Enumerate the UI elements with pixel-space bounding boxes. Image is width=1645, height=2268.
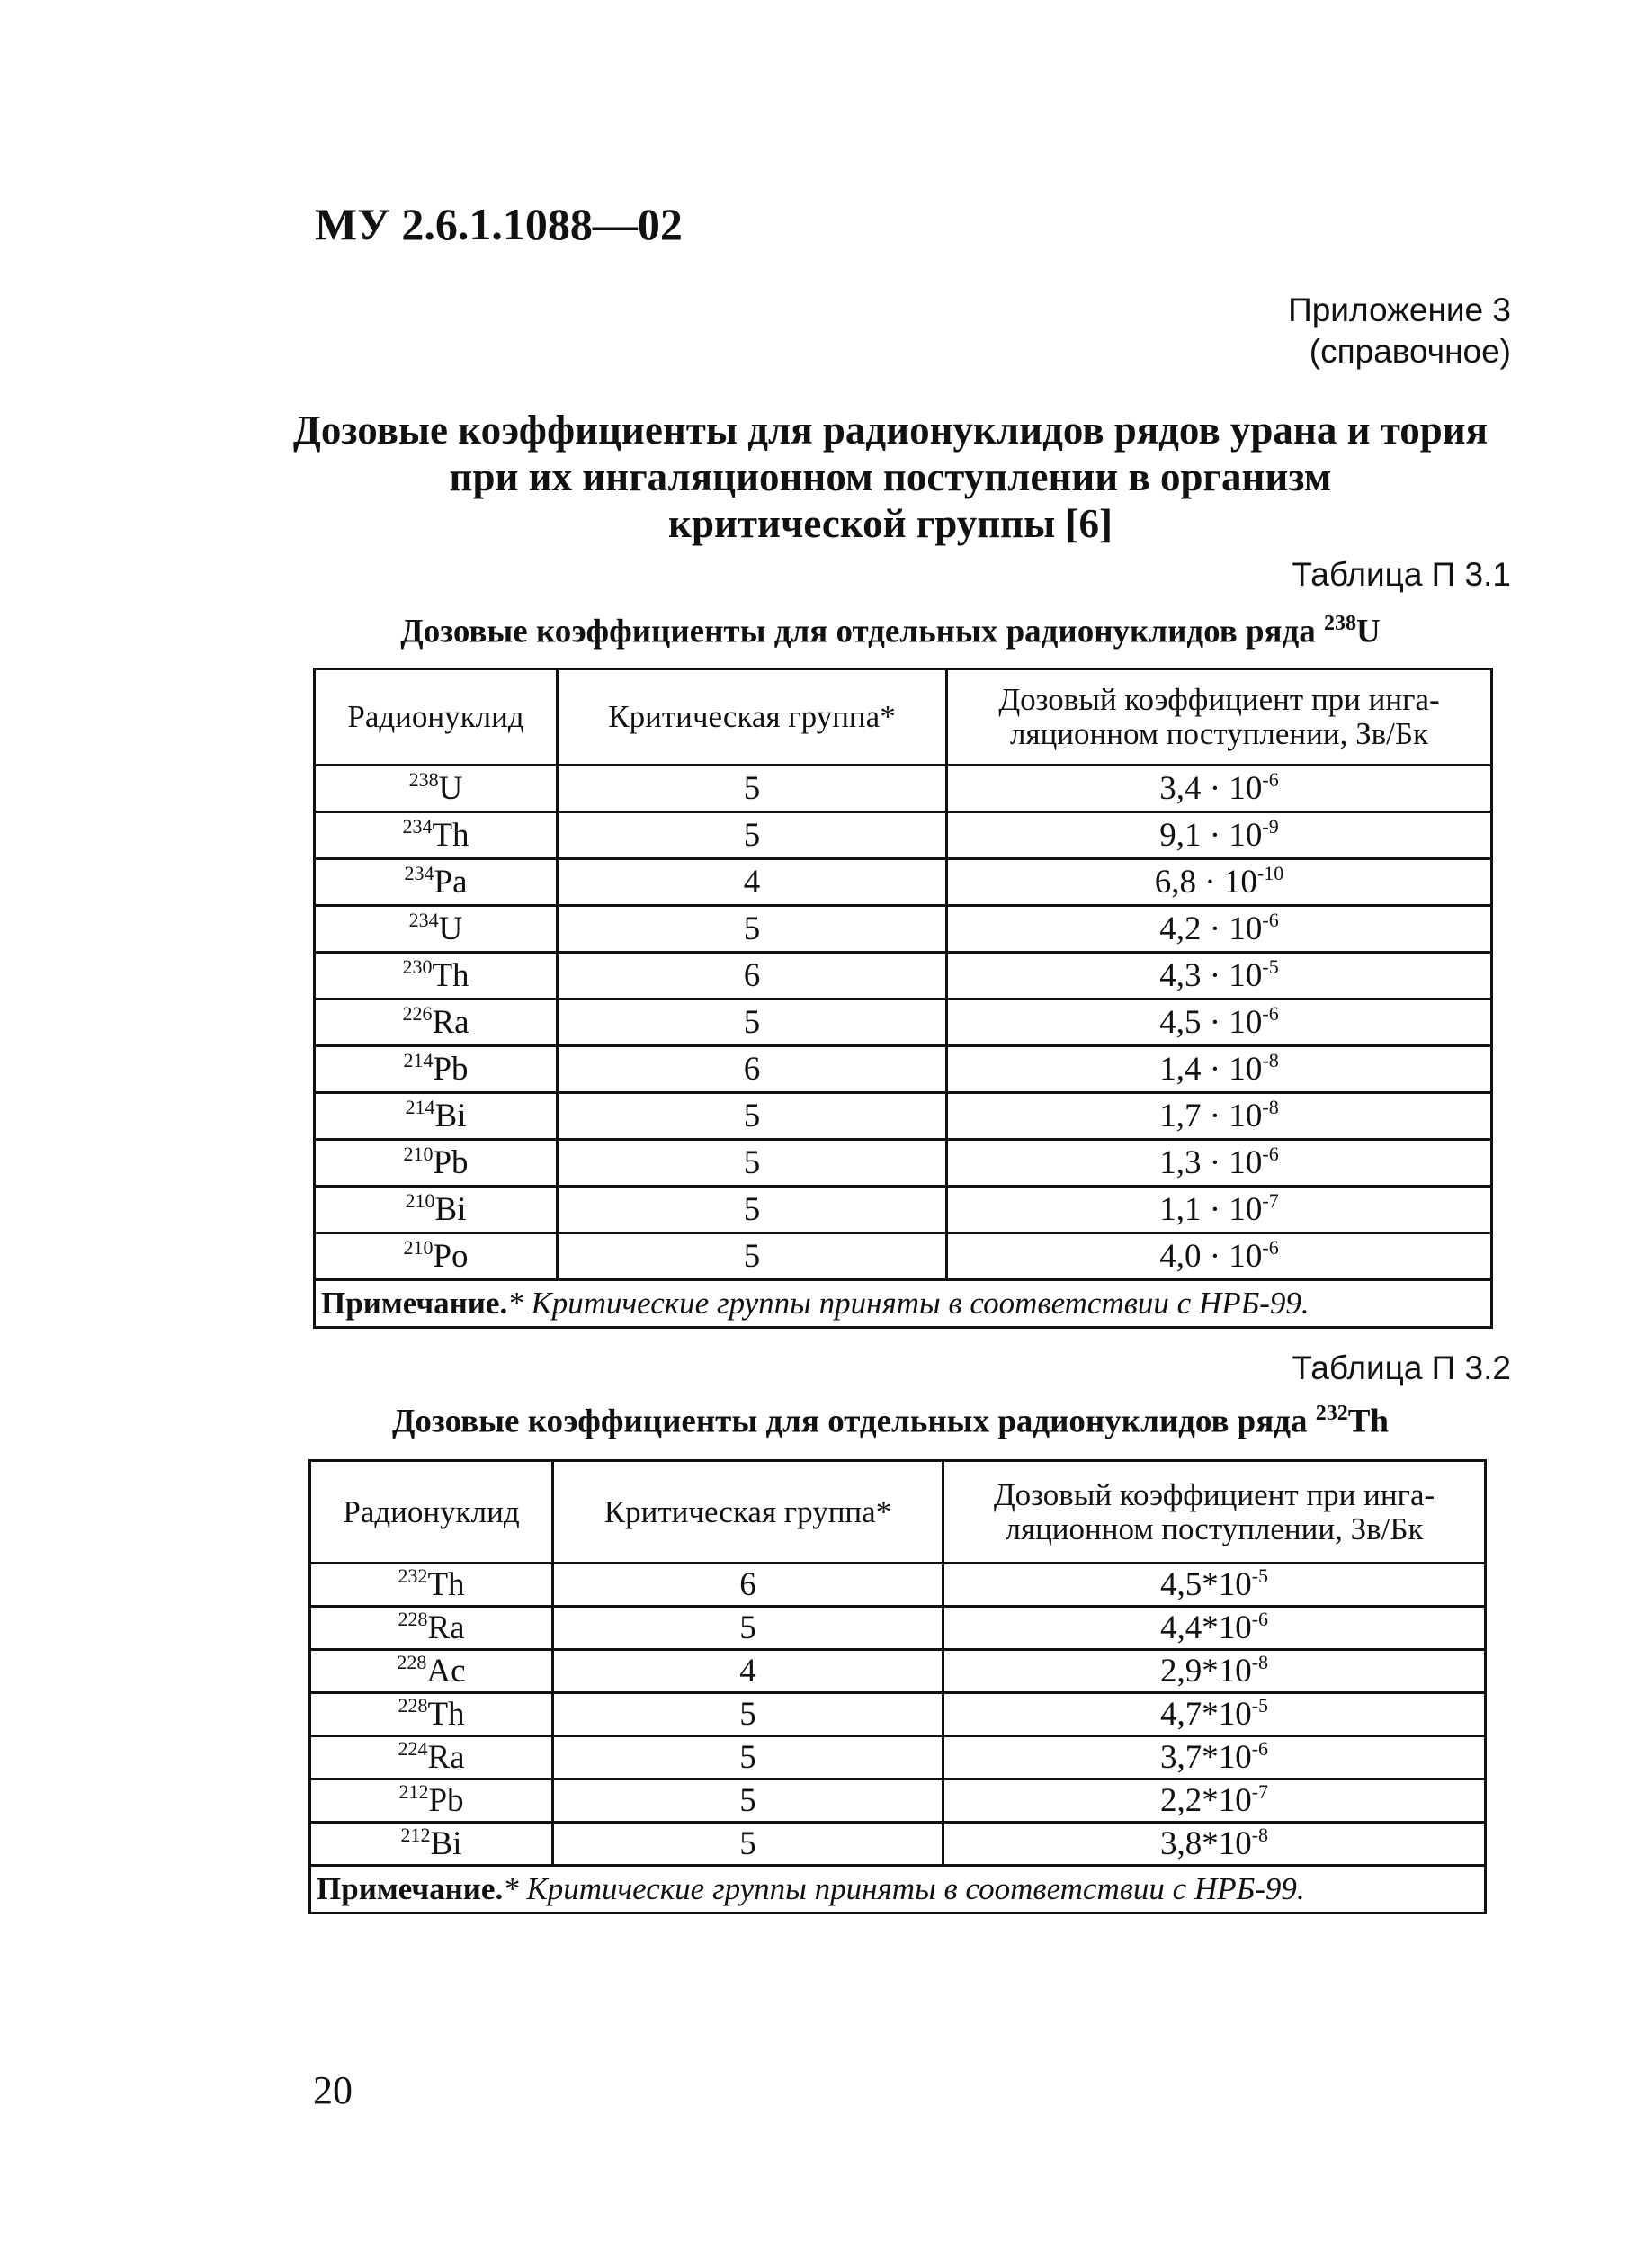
table1-row bbox=[315, 1000, 1492, 1046]
table1-header-dose-coefficient: Дозовый коэффициент при инга- ляционном поступлении, Зв/Бк bbox=[947, 669, 1492, 766]
appendix-number: Приложение 3 bbox=[1288, 291, 1511, 328]
coefficient-exponent: -7 bbox=[1262, 1189, 1279, 1212]
dose-coefficient-cell bbox=[947, 1140, 1492, 1187]
mass-number: 228 bbox=[397, 1651, 427, 1673]
element-symbol: Th bbox=[427, 1696, 465, 1733]
coefficient-exponent: -8 bbox=[1251, 1651, 1269, 1673]
table1 bbox=[313, 668, 1493, 1329]
critical-group-cell: 5 bbox=[553, 1779, 943, 1823]
mass-number: 210 bbox=[403, 1143, 434, 1165]
table1-header-row bbox=[315, 669, 1492, 766]
coefficient-base: 4,7*10 bbox=[1159, 1696, 1252, 1733]
radionuclide-cell bbox=[315, 1093, 558, 1140]
page-title bbox=[270, 407, 1511, 547]
table1-caption-mass: 238 bbox=[1324, 612, 1357, 635]
radionuclide-cell bbox=[315, 1000, 558, 1046]
table1-row bbox=[315, 859, 1492, 906]
table1-note-row bbox=[315, 1280, 1492, 1328]
coefficient-base: 4,5*10 bbox=[1159, 1566, 1252, 1603]
critical-group-cell: 5 bbox=[558, 812, 947, 859]
dose-coefficient-cell bbox=[947, 1233, 1492, 1280]
critical-group-cell: 5 bbox=[558, 1233, 947, 1280]
coefficient-base: 2,2*10 bbox=[1159, 1782, 1252, 1819]
table2-row bbox=[310, 1693, 1486, 1736]
table1-note-text: * Критические группы приняты в соответствии с НРБ-99. bbox=[507, 1286, 1310, 1321]
coefficient-base: 2,9*10 bbox=[1159, 1653, 1252, 1690]
critical-group-cell: 6 bbox=[558, 1046, 947, 1093]
table1-row bbox=[315, 766, 1492, 812]
critical-group-cell: 5 bbox=[558, 906, 947, 953]
radionuclide-cell bbox=[315, 1046, 558, 1093]
coefficient-base: 9,1 · 10 bbox=[1159, 817, 1263, 854]
critical-group-cell: 5 bbox=[558, 1093, 947, 1140]
element-symbol: Bi bbox=[434, 1098, 467, 1134]
table2-caption bbox=[270, 1402, 1511, 1440]
mass-number: 224 bbox=[398, 1737, 428, 1760]
radionuclide-cell bbox=[310, 1823, 553, 1866]
table2-header-radionuclide: Радионуклид bbox=[310, 1461, 553, 1564]
radionuclide-cell bbox=[310, 1607, 553, 1650]
element-symbol: Pb bbox=[433, 1144, 469, 1181]
table2-note-row bbox=[310, 1866, 1486, 1914]
table1-row bbox=[315, 812, 1492, 859]
mass-number: 214 bbox=[403, 1049, 434, 1071]
dose-coefficient-cell bbox=[947, 953, 1492, 1000]
dose-coefficient-cell bbox=[943, 1693, 1486, 1736]
element-symbol: Bi bbox=[434, 1191, 467, 1228]
critical-group-cell: 6 bbox=[558, 953, 947, 1000]
table1-caption-element: U bbox=[1356, 613, 1381, 650]
coefficient-exponent: -6 bbox=[1251, 1737, 1269, 1760]
critical-group-cell: 4 bbox=[558, 859, 947, 906]
table2-header-critical-group: Критическая группа* bbox=[553, 1461, 943, 1564]
element-symbol: Po bbox=[433, 1238, 469, 1275]
table1-label: Таблица П 3.1 bbox=[1292, 556, 1511, 593]
table1-row bbox=[315, 1046, 1492, 1093]
coefficient-exponent: -5 bbox=[1251, 1694, 1269, 1717]
coefficient-base: 1,4 · 10 bbox=[1159, 1051, 1263, 1088]
element-symbol: Ra bbox=[427, 1609, 465, 1646]
table2-note bbox=[310, 1866, 1486, 1914]
coefficient-exponent: -6 bbox=[1251, 1608, 1269, 1630]
element-symbol: Th bbox=[427, 1566, 465, 1603]
element-symbol: Ra bbox=[432, 1004, 469, 1041]
radionuclide-cell bbox=[315, 766, 558, 812]
element-symbol: Pb bbox=[433, 1051, 469, 1088]
critical-group-cell: 6 bbox=[553, 1564, 943, 1607]
coefficient-base: 4,4*10 bbox=[1159, 1609, 1252, 1646]
element-symbol: Ac bbox=[426, 1653, 466, 1690]
mass-number: 228 bbox=[398, 1694, 428, 1717]
radionuclide-cell bbox=[310, 1650, 553, 1693]
table1-header-critical-group: Критическая группа* bbox=[558, 669, 947, 766]
page-number: 20 bbox=[313, 2068, 353, 2112]
table1-row bbox=[315, 1140, 1492, 1187]
critical-group-cell: 5 bbox=[558, 1140, 947, 1187]
table1-note bbox=[315, 1280, 1492, 1328]
table1-row bbox=[315, 953, 1492, 1000]
dose-coefficient-cell bbox=[947, 766, 1492, 812]
coefficient-exponent: -9 bbox=[1262, 815, 1279, 838]
critical-group-cell: 5 bbox=[553, 1693, 943, 1736]
table2-caption-text: Дозовые коэффициенты для отдельных радионуклидов ряда bbox=[391, 1403, 1316, 1440]
coefficient-base: 3,7*10 bbox=[1159, 1739, 1252, 1776]
table2 bbox=[308, 1459, 1487, 1914]
mass-number: 230 bbox=[402, 955, 433, 978]
radionuclide-cell bbox=[315, 859, 558, 906]
dose-coefficient-cell bbox=[943, 1650, 1486, 1693]
title-line-2: при их ингаляционном поступлении в организм bbox=[449, 454, 1332, 499]
coefficient-exponent: -8 bbox=[1262, 1049, 1279, 1071]
coefficient-exponent: -8 bbox=[1262, 1096, 1279, 1118]
coefficient-base: 4,2 · 10 bbox=[1159, 910, 1263, 947]
element-symbol: U bbox=[438, 770, 463, 807]
coefficient-exponent: -6 bbox=[1262, 1236, 1279, 1259]
mass-number: 226 bbox=[402, 1002, 433, 1025]
table1-row bbox=[315, 1093, 1492, 1140]
table1-row bbox=[315, 1233, 1492, 1280]
mass-number: 234 bbox=[404, 862, 434, 884]
element-symbol: U bbox=[438, 910, 463, 947]
mass-number: 238 bbox=[408, 768, 439, 791]
coefficient-base: 6,8 · 10 bbox=[1154, 864, 1257, 901]
appendix-label bbox=[1288, 290, 1511, 372]
radionuclide-cell bbox=[315, 812, 558, 859]
coefficient-exponent: -6 bbox=[1262, 768, 1279, 791]
table1-caption bbox=[270, 612, 1511, 650]
radionuclide-cell bbox=[310, 1693, 553, 1736]
table1-note-label: Примечание. bbox=[321, 1286, 508, 1321]
table1-row bbox=[315, 906, 1492, 953]
mass-number: 234 bbox=[408, 909, 439, 931]
mass-number: 232 bbox=[398, 1564, 428, 1587]
element-symbol: Pb bbox=[428, 1782, 464, 1819]
coefficient-exponent: -5 bbox=[1251, 1564, 1269, 1587]
appendix-type: (справочное) bbox=[1309, 333, 1511, 370]
critical-group-cell: 5 bbox=[553, 1736, 943, 1779]
radionuclide-cell bbox=[310, 1779, 553, 1823]
dose-coefficient-cell bbox=[947, 1187, 1492, 1233]
dose-coefficient-cell bbox=[947, 1000, 1492, 1046]
element-symbol: Th bbox=[432, 817, 469, 854]
coefficient-exponent: -7 bbox=[1251, 1780, 1269, 1803]
table2-label: Таблица П 3.2 bbox=[1292, 1349, 1511, 1386]
radionuclide-cell bbox=[310, 1736, 553, 1779]
coefficient-exponent: -6 bbox=[1262, 909, 1279, 931]
coefficient-base: 3,4 · 10 bbox=[1159, 770, 1263, 807]
table2-note-text: * Критические группы приняты в соответствии с НРБ-99. bbox=[503, 1871, 1305, 1906]
table1-row bbox=[315, 1187, 1492, 1233]
coefficient-base: 3,8*10 bbox=[1159, 1825, 1252, 1862]
coefficient-base: 4,3 · 10 bbox=[1159, 957, 1263, 994]
critical-group-cell: 5 bbox=[558, 1000, 947, 1046]
table2-caption-element: Th bbox=[1347, 1403, 1390, 1440]
dose-coefficient-cell bbox=[947, 812, 1492, 859]
dose-coefficient-cell bbox=[943, 1607, 1486, 1650]
coefficient-exponent: -6 bbox=[1262, 1002, 1279, 1025]
coefficient-base: 4,5 · 10 bbox=[1159, 1004, 1263, 1041]
critical-group-cell: 4 bbox=[553, 1650, 943, 1693]
radionuclide-cell bbox=[315, 953, 558, 1000]
title-line-3: критической группы [6] bbox=[668, 501, 1113, 546]
element-symbol: Pa bbox=[434, 864, 468, 901]
element-symbol: Th bbox=[432, 957, 469, 994]
table1-header-radionuclide: Радионуклид bbox=[315, 669, 558, 766]
coefficient-exponent: -6 bbox=[1262, 1143, 1279, 1165]
document-code: МУ 2.6.1.1088—02 bbox=[315, 199, 683, 249]
critical-group-cell: 5 bbox=[553, 1823, 943, 1866]
mass-number: 234 bbox=[402, 815, 433, 838]
table2-row bbox=[310, 1736, 1486, 1779]
table1-body bbox=[315, 766, 1492, 1280]
coefficient-base: 1,1 · 10 bbox=[1159, 1191, 1263, 1228]
coefficient-base: 4,0 · 10 bbox=[1159, 1238, 1263, 1275]
dose-coefficient-cell bbox=[943, 1823, 1486, 1866]
table2-header-dose-coefficient: Дозовый коэффициент при инга- ляционном поступлении, Зв/Бк bbox=[943, 1461, 1486, 1564]
mass-number: 228 bbox=[398, 1608, 428, 1630]
title-line-1: Дозовые коэффициенты для радионуклидов рядов урана и тория bbox=[292, 408, 1489, 453]
dose-coefficient-cell bbox=[943, 1736, 1486, 1779]
table2-caption-mass: 232 bbox=[1315, 1402, 1348, 1425]
coefficient-base: 1,3 · 10 bbox=[1159, 1144, 1263, 1181]
table2-row bbox=[310, 1823, 1486, 1866]
coefficient-base: 1,7 · 10 bbox=[1159, 1098, 1263, 1134]
dose-coefficient-cell bbox=[947, 906, 1492, 953]
coefficient-exponent: -8 bbox=[1251, 1824, 1269, 1846]
mass-number: 212 bbox=[398, 1780, 429, 1803]
dose-coefficient-cell bbox=[947, 859, 1492, 906]
table2-row bbox=[310, 1779, 1486, 1823]
critical-group-cell: 5 bbox=[553, 1607, 943, 1650]
element-symbol: Ra bbox=[427, 1739, 465, 1776]
radionuclide-cell bbox=[315, 1233, 558, 1280]
table2-header-row bbox=[310, 1461, 1486, 1564]
radionuclide-cell bbox=[310, 1564, 553, 1607]
table2-body bbox=[310, 1564, 1486, 1866]
dose-coefficient-cell bbox=[947, 1093, 1492, 1140]
mass-number: 210 bbox=[405, 1189, 435, 1212]
mass-number: 212 bbox=[400, 1824, 431, 1846]
table2-row bbox=[310, 1564, 1486, 1607]
coefficient-exponent: -10 bbox=[1256, 862, 1284, 884]
table2-note-label: Примечание. bbox=[317, 1871, 504, 1906]
radionuclide-cell bbox=[315, 1187, 558, 1233]
mass-number: 214 bbox=[405, 1096, 435, 1118]
critical-group-cell: 5 bbox=[558, 1187, 947, 1233]
element-symbol: Bi bbox=[430, 1825, 462, 1862]
table2-row bbox=[310, 1650, 1486, 1693]
radionuclide-cell bbox=[315, 906, 558, 953]
dose-coefficient-cell bbox=[947, 1046, 1492, 1093]
table1-caption-text: Дозовые коэффициенты для отдельных радионуклидов ряда bbox=[400, 613, 1325, 650]
table2-row bbox=[310, 1607, 1486, 1650]
dose-coefficient-cell bbox=[943, 1779, 1486, 1823]
critical-group-cell: 5 bbox=[558, 766, 947, 812]
coefficient-exponent: -5 bbox=[1262, 955, 1279, 978]
dose-coefficient-cell bbox=[943, 1564, 1486, 1607]
mass-number: 210 bbox=[403, 1236, 434, 1259]
radionuclide-cell bbox=[315, 1140, 558, 1187]
